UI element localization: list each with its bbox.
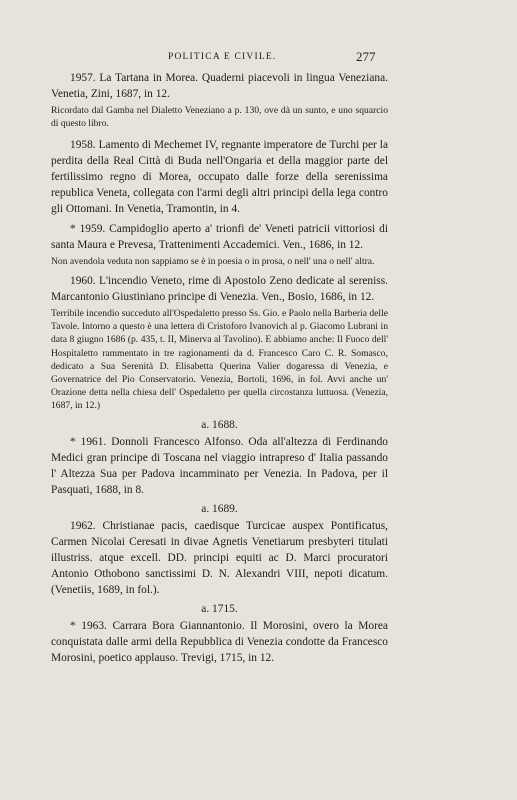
entry-1959: * 1959. Campidoglio aperto a' trionfi de' Veneti patricii vittoriosi di santa Maura e Prevesa, Trattenimenti Accademici. Ven., 1686, in 12. — [51, 223, 388, 252]
note-1959: Non avendola veduta non sappiamo se è in poesia o in prosa, o nell' una o nell' altra. — [51, 256, 375, 268]
note-1960: Terribile incendio succeduto all'Ospedaletto presso Ss. Gio. e Paolo nella Barberia delle Tavole. Intorno a questo è una lettera di Cristoforo Ivanovich al p. Giacomo Lubrani in data 8 giugno 1686 (p. 435, t. II, Minerva al Tavolino). E abbiamo anche: Il Fuoco dell' Hospitaletto rammentato in tre ragionamenti da d. Francesco Caro C. R. Somasco, dedicato a Sua Serenità D. Elisabetta Querina Valier dogaressa di Venezia, e Governatrice del Pio Conservatorio. Venezia, Bortoli, 1696, in fol. Avvi anche un' Orazione detta nella chiesa dell' Ospedaletto per quella circostanza luttuosa. (Venezia, 1687, in 12.) — [51, 308, 389, 411]
running-title: POLITICA E CIVILE. — [168, 52, 277, 62]
entry-1962: 1962. Christianae pacis, caedisque Turcicae auspex Pontificatus, Carmen Nicolai Ceresati in divae Agnetis Venetiarum presbyteri titulati illustriss. atque excell. DD. principi equiti ac D. Marci procuratori Antonio Othobono sanctissimi D. N. Alexandri VIII, nepoti dicatum. (Venetiis, 1689, in fol.). — [51, 520, 388, 597]
page-header — [0, 49, 517, 68]
page-body — [51, 70, 388, 666]
entry-1958: 1958. Lamento di Mechemet IV, regnante imperatore de Turchi per la perdita della Real Città di Buda nell'Ongaria et della maggior parte del fertilissimo regno di Morea, occupato dalle forze della serenissima republica Veneta, collegata con l'armi degli altri principi della lega contro gli Ottomani. In Venetia, Tramontin, in 4. — [51, 139, 388, 216]
year-heading-1715: a. 1715. — [201, 603, 238, 616]
entry-1957: 1957. La Tartana in Morea. Quaderni piacevoli in lingua Veneziana. Venetia, Zini, 1687, in 12. — [51, 72, 388, 100]
note-1957: Ricordato dal Gamba nel Dialetto Veneziano a p. 130, ove dà un sunto, e uno squarcio di questo libro. — [51, 105, 388, 130]
year-heading-1689: a. 1689. — [201, 503, 238, 516]
entry-1963: * 1963. Carrara Bora Giannantonio. Il Morosini, overo la Morea conquistata dalle armi della Repubblica di Venezia condotte da Francesco Morosini, poetico applauso. Trevigi, 1715, in 12. — [51, 620, 388, 665]
page-number: 277 — [356, 49, 376, 64]
year-heading-1688: a. 1688. — [201, 419, 238, 432]
entry-1961: * 1961. Donnoli Francesco Alfonso. Oda all'altezza di Ferdinando Medici gran principe di Toscana nel viaggio intrapreso d' Italia passando l' Altezza Sua per Padova incamminato per Venezia. In Padova, per il Pasquati, 1688, in 8. — [51, 436, 388, 497]
entry-1960: 1960. L'incendio Veneto, rime di Apostolo Zeno dedicate al sereniss. Marcantonio Giustiniano principe di Venezia. Ven., Bosio, 1686, in 12. — [51, 275, 388, 304]
